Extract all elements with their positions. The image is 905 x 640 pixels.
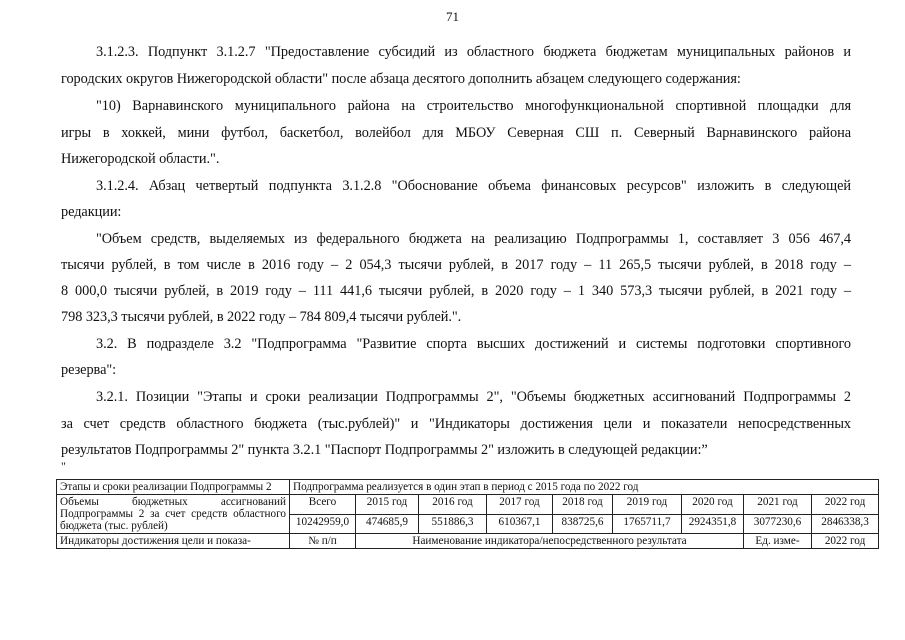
passport-table [56, 479, 879, 549]
value-total: 10242959,0 [290, 514, 356, 534]
paragraph-line: городских округов Нижегородской области" после абзаца десятого дополнить абзацем следующего содержания: [61, 71, 741, 87]
header-year: 2016 год [419, 495, 487, 515]
paragraph-line: Нижегородской области.". [61, 151, 220, 167]
header-year: 2022 год [812, 534, 879, 549]
paragraph-line: тысячи рублей, в том числе в 2016 году – 2 054,3 тысячи рублей, в 2017 году – 11 265,5 тысячи рублей, в 2018 году – [61, 257, 851, 273]
header-number: № п/п [290, 534, 356, 549]
row-label-stages: Этапы и сроки реализации Подпрограммы 2 [57, 480, 290, 495]
paragraph-line: 8 000,0 тысячи рублей, в 2019 году – 111 441,6 тысячи рублей, в 2020 году – 1 340 573,3 тысячи рублей, в 2021 году – [61, 283, 851, 299]
header-indicator-name: Наименование индикатора/непосредственного результата [356, 534, 744, 549]
page-number: 71 [446, 9, 459, 24]
paragraph-line: за счет средств областного бюджета (тыс.рублей)" и "Индикаторы достижения цели и показатели непосредственных [61, 416, 851, 432]
paragraph-line: 3.1.2.3. Подпункт 3.1.2.7 "Предоставление субсидий из областного бюджета бюджетам муниципальных районов и [96, 44, 851, 60]
value-year: 1765711,7 [613, 514, 682, 534]
value-year: 474685,9 [356, 514, 419, 534]
paragraph-line: редакции: [61, 204, 122, 220]
header-year: 2017 год [487, 495, 553, 515]
stages-value: Подпрограмма реализуется в один этап в период с 2015 года по 2022 год [290, 480, 879, 495]
value-year: 610367,1 [487, 514, 553, 534]
value-year: 838725,6 [553, 514, 613, 534]
value-year: 2846338,3 [812, 514, 879, 534]
paragraph-line: "Объем средств, выделяемых из федерального бюджета на реализацию Подпрограммы 1, составляет 3 056 467,4 [96, 231, 851, 247]
paragraph-line: 798 323,3 тысячи рублей, в 2022 году – 784 809,4 тысячи рублей.". [61, 309, 462, 325]
header-year: 2015 год [356, 495, 419, 515]
paragraph-line: 3.2.1. Позиции "Этапы и сроки реализации Подпрограммы 2", "Объемы бюджетных ассигнований Подпрограммы 2 [96, 389, 851, 405]
table-row [57, 480, 879, 495]
paragraph-line: резерва": [61, 362, 117, 378]
header-year: 2020 год [682, 495, 744, 515]
header-year: 2022 год [812, 495, 879, 515]
opening-quote-mark: " [61, 459, 66, 473]
table-row [57, 534, 879, 549]
table-row [57, 495, 879, 515]
value-year: 551886,3 [419, 514, 487, 534]
header-total: Всего [290, 495, 356, 515]
row-label-budget: Объемы бюджетных ассигнований Подпрограммы 2 за счет средств областного бюджета (тыс. рублей) [57, 495, 290, 534]
paragraph-line: 3.1.2.4. Абзац четвертый подпункта 3.1.2.8 "Обоснование объема финансовых ресурсов" изложить в следующей [96, 178, 851, 194]
value-year: 2924351,8 [682, 514, 744, 534]
paragraph-line: "10) Варнавинского муниципального района на строительство многофункциональной спортивной площадки для [96, 98, 851, 114]
paragraph-line: результатов Подпрограммы 2" пункта 3.2.1 "Паспорт Подпрограммы 2" изложить в следующей редакции:” [61, 442, 708, 458]
paragraph-line: игры в хоккей, мини футбол, баскетбол, волейбол для МБОУ Северная СШ п. Северный Варнавинского района [61, 125, 851, 141]
header-unit: Ед. изме- [744, 534, 812, 549]
paragraph-line: 3.2. В подразделе 3.2 "Подпрограмма "Развитие спорта высших достижений и системы подготовки спортивного [96, 336, 851, 352]
header-year: 2018 год [553, 495, 613, 515]
header-year: 2019 год [613, 495, 682, 515]
header-year: 2021 год [744, 495, 812, 515]
row-label-indicators: Индикаторы достижения цели и показа- [57, 534, 290, 549]
value-year: 3077230,6 [744, 514, 812, 534]
